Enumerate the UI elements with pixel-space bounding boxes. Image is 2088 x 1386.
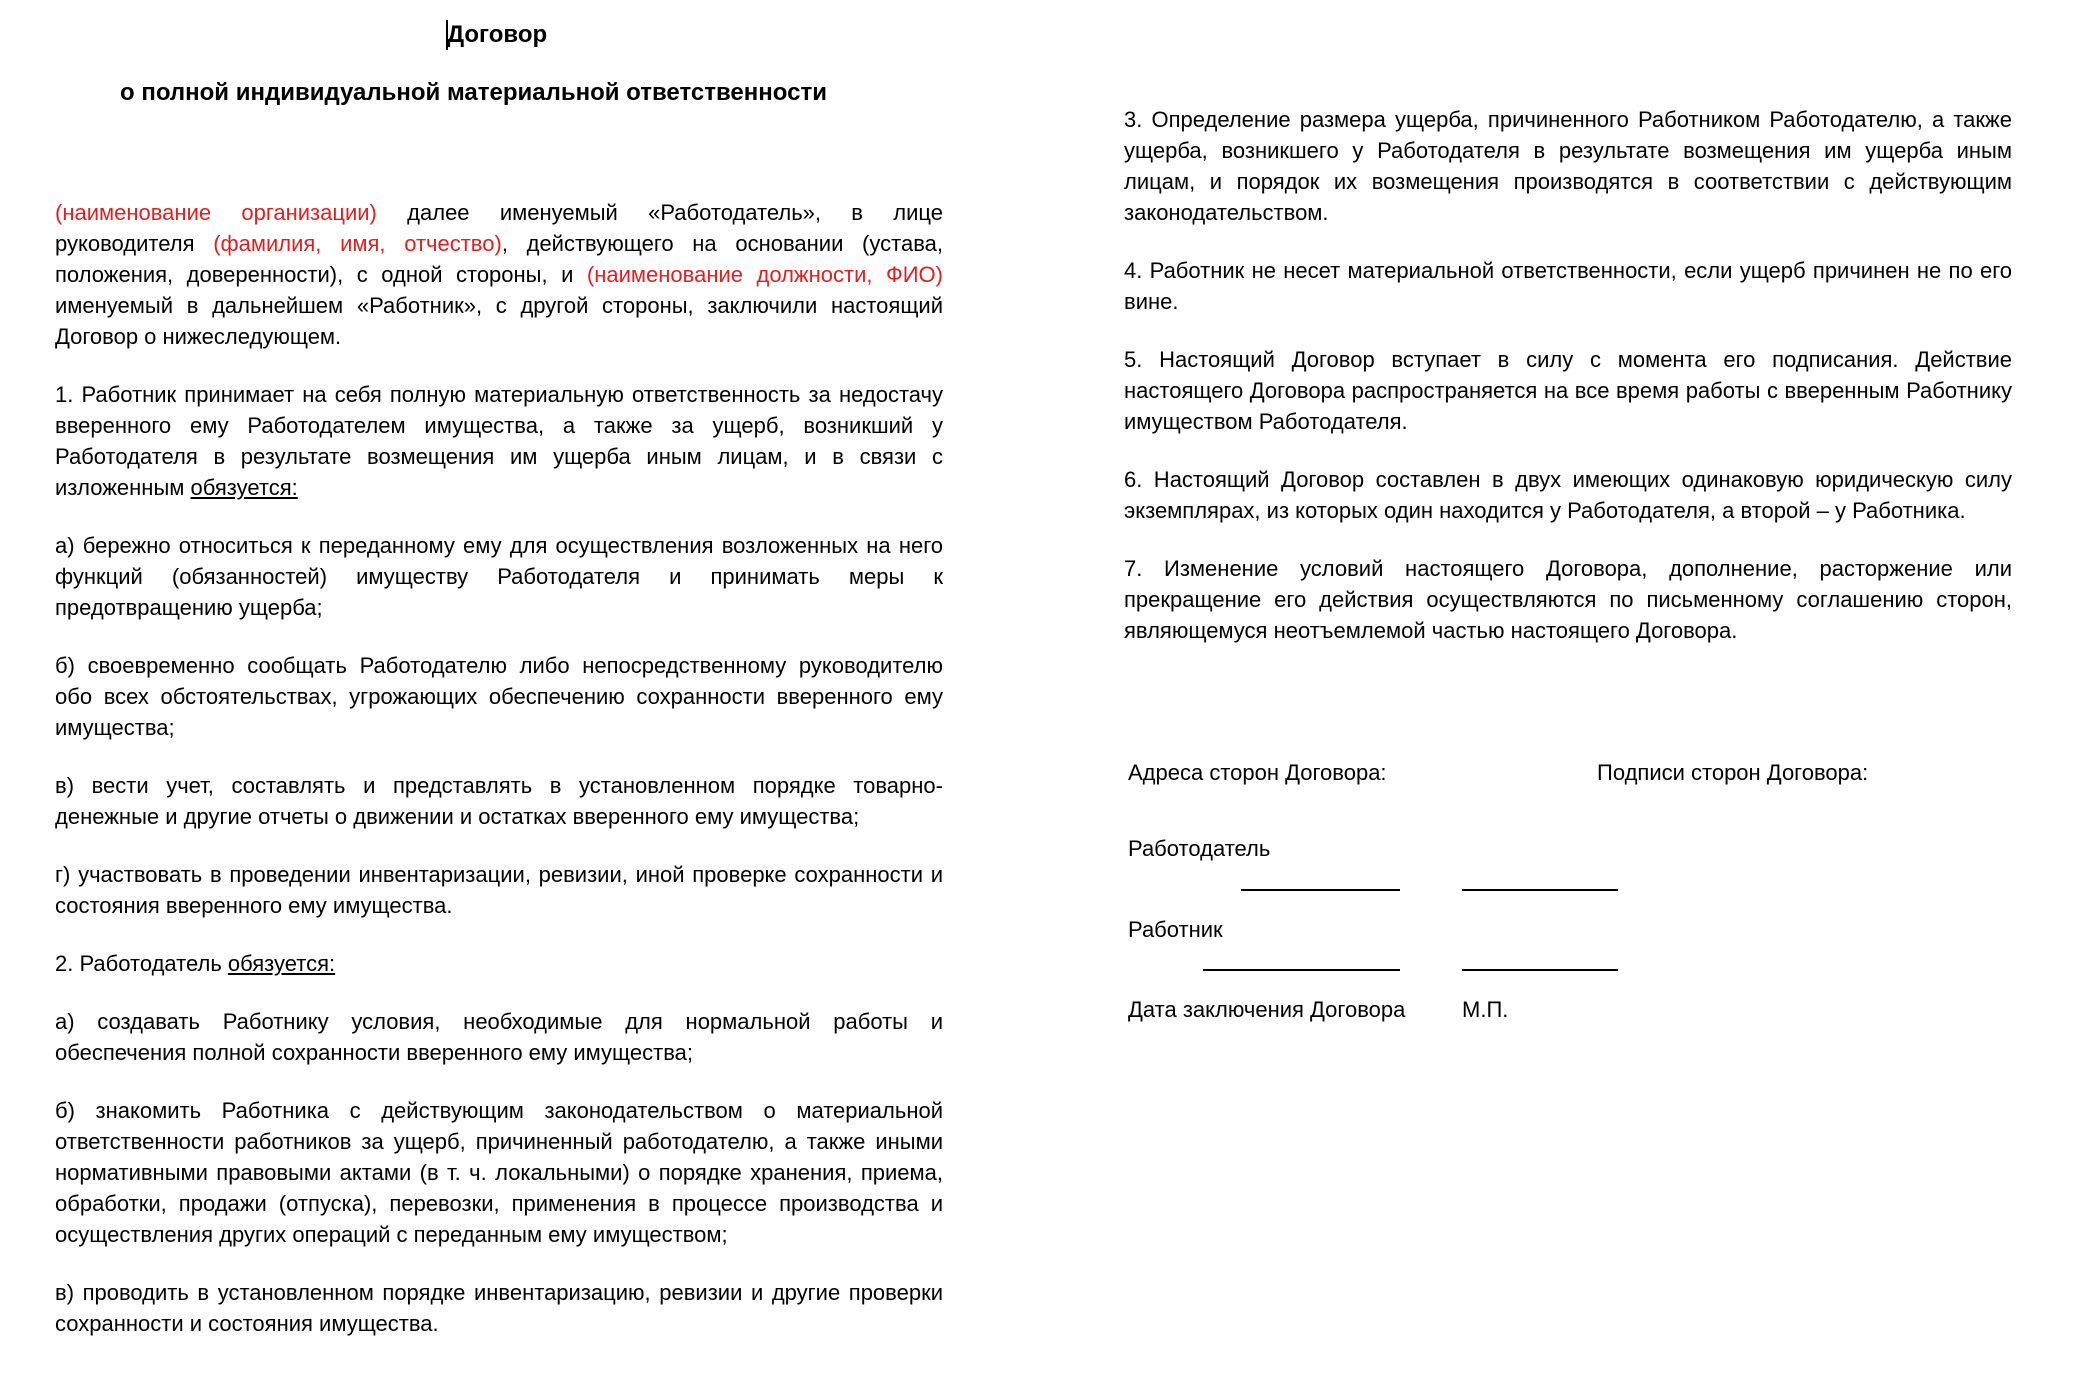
section-2-obligation: обязуется: <box>227 951 336 976</box>
document-title[interactable]: Договор <box>447 21 548 48</box>
intro-text-1: далее именуемый «Работодатель», в лице руководителя <box>55 200 943 256</box>
seal-label: М.П. <box>1462 997 1509 1022</box>
contract-date-label: Дата заключения Договора <box>1128 997 1406 1022</box>
section-6-paragraph[interactable]: 6. Настоящий Договор составлен в двух имеющих одинаковую юридическую силу экземплярах, из которых один находится у Работодателя, а второй – у Работника. <box>1124 467 2012 523</box>
section-1-item-v[interactable]: в) вести учет, составлять и представлять в установленном порядке товарно-денежные и другие отчеты о движении и остатках вверенного ему имущества; <box>55 773 943 829</box>
placeholder-fio[interactable]: (фамилия, имя, отчество) <box>213 231 502 256</box>
left-column <box>55 197 943 1366</box>
signatures-heading: Подписи сторон Договора: <box>1597 760 1869 785</box>
intro-text-3: именуемый в дальнейшем «Работник», с другой стороны, заключили настоящий Договор о нижеследующем. <box>55 293 943 349</box>
section-2-item-a[interactable]: а) создавать Работнику условия, необходимые для нормальной работы и обеспечения полной сохранности вверенного ему имущества; <box>55 1009 943 1065</box>
section-1-text: 1. Работник принимает на себя полную материальную ответственность за недостачу вверенного ему Работодателем имущества, а также за ущерб, возникший у Работодателя в результате возмещения им ущерба иным лицам, и в связи с изложенным <box>55 382 943 500</box>
placeholder-organization[interactable]: (наименование организации) <box>55 200 377 225</box>
employee-address-line[interactable] <box>1203 969 1400 971</box>
section-2-text: 2. Работодатель <box>55 951 228 976</box>
section-1-item-b[interactable]: б) своевременно сообщать Работодателю либо непосредственному руководителю обо всех обстоятельствах, угрожающих обеспечению сохранности вверенного ему имущества; <box>55 653 943 740</box>
section-2-paragraph[interactable] <box>55 948 943 979</box>
employee-label: Работник <box>1128 917 1223 942</box>
section-1-item-g[interactable]: г) участвовать в проведении инвентаризации, ревизии, иной проверке сохранности и состояния вверенного ему имущества. <box>55 862 943 918</box>
employee-signature-line[interactable] <box>1462 969 1618 971</box>
intro-paragraph[interactable] <box>55 197 943 352</box>
right-column <box>1124 104 2012 673</box>
addresses-heading: Адреса сторон Договора: <box>1128 760 1387 785</box>
section-7-paragraph[interactable]: 7. Изменение условий настоящего Договора, дополнение, расторжение или прекращение его действия осуществляются по письменному соглашению сторон, являющемуся неотъемлемой частью настоящего Договора. <box>1124 556 2012 643</box>
employer-address-line[interactable] <box>1241 889 1400 891</box>
section-2-item-v[interactable]: в) проводить в установленном порядке инвентаризацию, ревизии и другие проверки сохранности и состояния имущества. <box>55 1280 943 1336</box>
section-1-item-a[interactable]: а) бережно относиться к переданному ему для осуществления возложенных на него функций (обязанностей) имуществу Работодателя и принимать меры к предотвращению ущерба; <box>55 533 943 620</box>
section-4-paragraph[interactable]: 4. Работник не несет материальной ответственности, если ущерб причинен не по его вине. <box>1124 258 2012 314</box>
section-1-paragraph[interactable] <box>55 379 943 503</box>
document-subtitle[interactable]: о полной индивидуальной материальной ответственности <box>120 79 827 106</box>
section-1-obligation: обязуется: <box>190 475 298 500</box>
section-3-paragraph[interactable]: 3. Определение размера ущерба, причиненного Работником Работодателю, а также ущерба, возникшего у Работодателя в результате возмещения им ущерба иным лицам, и порядок их возмещения производятся в соответствии с действующим законодательством. <box>1124 107 2012 225</box>
intro-text-2: , действующего на основании (устава, положения, доверенности), с одной стороны, и <box>55 231 943 287</box>
employer-signature-line[interactable] <box>1462 889 1618 891</box>
section-2-item-b[interactable]: б) знакомить Работника с действующим законодательством о материальной ответственности работников за ущерб, причиненный работодателю, а также иными нормативными правовыми актами (в т. ч. локальными) о порядке хранения, приема, обработки, продажи (отпуска), перевозки, применения в процессе производства и осуществления других операций с переданным ему имуществом; <box>55 1098 943 1247</box>
placeholder-position[interactable]: (наименование должности, ФИО) <box>586 262 943 287</box>
section-5-paragraph[interactable]: 5. Настоящий Договор вступает в силу с момента его подписания. Действие настоящего Договора распространяется на все время работы с вверенным Работнику имуществом Работодателя. <box>1124 347 2012 434</box>
employer-label: Работодатель <box>1128 836 1271 861</box>
